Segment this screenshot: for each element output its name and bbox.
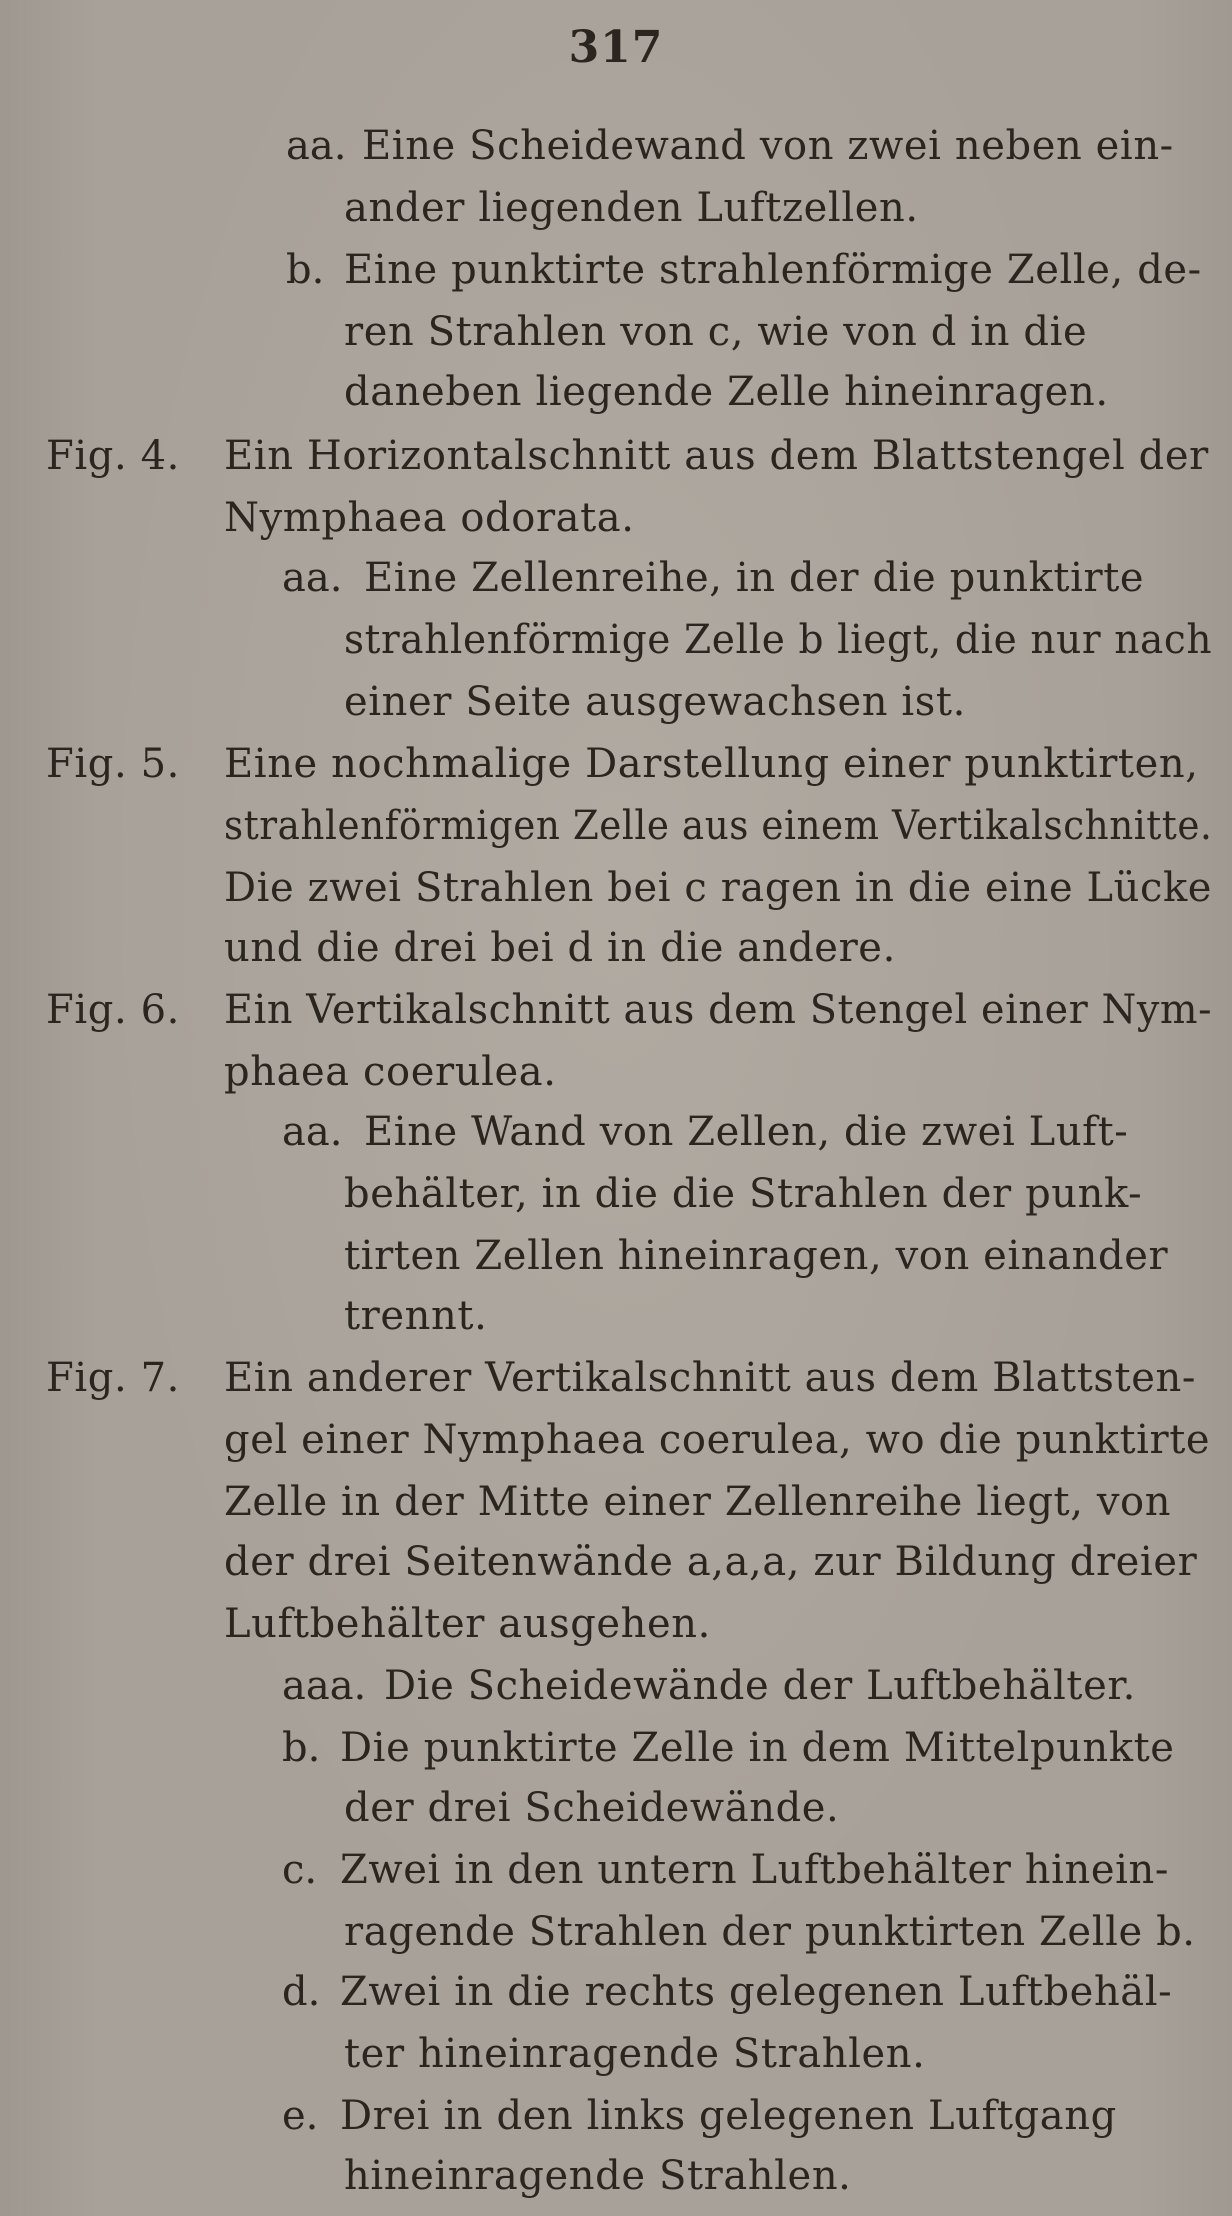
- text-line: Eine Zellenreihe, in der die punktirte: [364, 555, 1145, 601]
- text-line: Eine nochmalige Darstellung einer punktirten,: [224, 741, 1199, 787]
- text-line: Eine Wand von Zellen, die zwei Luft-: [364, 1109, 1129, 1155]
- text-line: phaea coerulea.: [224, 1049, 557, 1095]
- text-line: behälter, in die die Strahlen der punk-: [344, 1171, 1143, 1217]
- text-line: daneben liegende Zelle hineinragen.: [344, 369, 1109, 415]
- text-line: tirten Zellen hineinragen, von einander: [344, 1233, 1169, 1279]
- text-line: Zelle in der Mitte einer Zellenreihe liegt, von: [224, 1479, 1172, 1525]
- item-marker: aaa.: [282, 1663, 367, 1709]
- text-line: Die zwei Strahlen bei c ragen in die eine Lücke: [224, 865, 1213, 911]
- page-number: 317: [568, 22, 664, 73]
- text-line: Drei in den links gelegenen Luftgang: [340, 2093, 1117, 2139]
- text-line: Ein anderer Vertikalschnitt aus dem Blattsten-: [224, 1355, 1196, 1401]
- text-line: strahlenförmigen Zelle aus einem Vertikalschnitte.: [224, 803, 1213, 849]
- item-marker: aa.: [282, 1109, 343, 1155]
- text-line: Die punktirte Zelle in dem Mittelpunkte: [340, 1725, 1175, 1771]
- text-line: der drei Scheidewände.: [344, 1785, 840, 1831]
- text-line: Zwei in die rechts gelegenen Luftbehäl-: [340, 1969, 1173, 2015]
- text-line: hineinragende Strahlen.: [344, 2153, 852, 2199]
- text-line: Zwei in den untern Luftbehälter hinein-: [340, 1847, 1170, 1893]
- figure-label: Fig. 7.: [46, 1355, 180, 1401]
- text-line: strahlenförmige Zelle b liegt, die nur nach: [344, 617, 1213, 663]
- item-marker: c.: [282, 1847, 318, 1893]
- text-line: Nymphaea odorata.: [224, 495, 635, 541]
- text-line: Ein Horizontalschnitt aus dem Blattstengel der: [224, 433, 1209, 479]
- item-marker: e.: [282, 2093, 319, 2139]
- text-line: Die Scheidewände der Luftbehälter.: [384, 1663, 1136, 1709]
- text-line: der drei Seitenwände a,a,a, zur Bildung dreier: [224, 1539, 1198, 1585]
- item-marker: aa.: [286, 123, 347, 169]
- figure-label: Fig. 6.: [46, 987, 180, 1033]
- text-line: Luftbehälter ausgehen.: [224, 1601, 711, 1647]
- item-marker: aa.: [282, 555, 343, 601]
- text-line: und die drei bei d in die andere.: [224, 925, 896, 971]
- text-line: gel einer Nymphaea coerulea, wo die punktirte: [224, 1417, 1211, 1463]
- text-line: ander liegenden Luftzellen.: [344, 185, 919, 231]
- text-line: ren Strahlen von c, wie von d in die: [344, 309, 1088, 355]
- text-line: ragende Strahlen der punktirten Zelle b.: [344, 1909, 1196, 1955]
- text-line: Eine punktirte strahlenförmige Zelle, de-: [344, 247, 1202, 293]
- item-marker: b.: [286, 247, 325, 293]
- figure-label: Fig. 5.: [46, 741, 180, 787]
- item-marker: b.: [282, 1725, 321, 1771]
- text-line: Eine Scheidewand von zwei neben ein-: [362, 123, 1174, 169]
- text-line: einer Seite ausgewachsen ist.: [344, 679, 966, 725]
- text-line: ter hineinragende Strahlen.: [344, 2031, 926, 2077]
- figure-label: Fig. 4.: [46, 433, 180, 479]
- item-marker: d.: [282, 1969, 321, 2015]
- text-line: Ein Vertikalschnitt aus dem Stengel einer Nym-: [224, 987, 1213, 1033]
- text-line: trennt.: [344, 1293, 488, 1339]
